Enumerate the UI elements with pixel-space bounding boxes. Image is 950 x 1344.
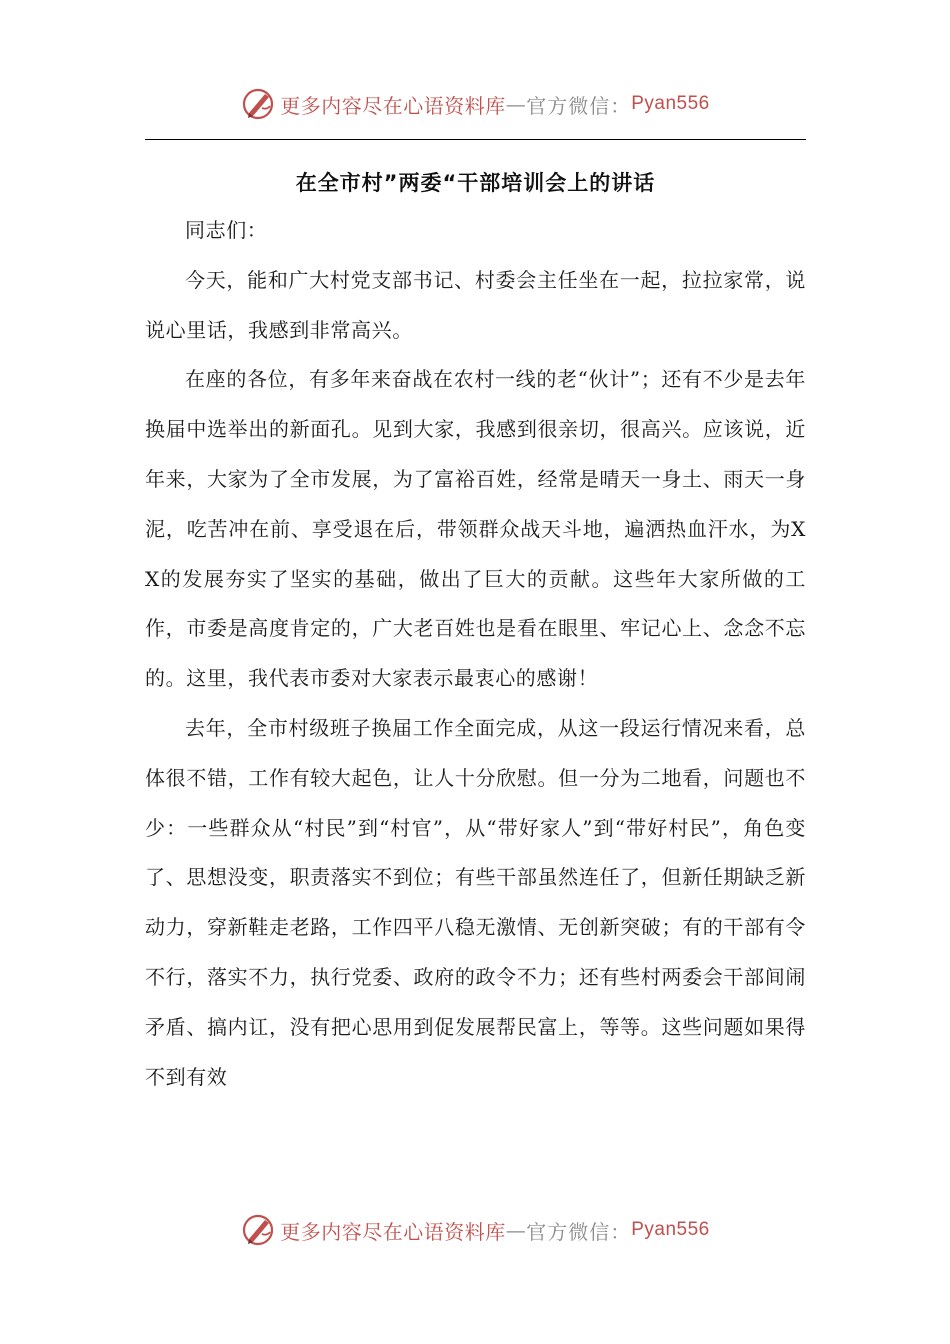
watermark-wechat-id: Pyan556 — [631, 93, 710, 114]
pen-circle-logo-icon — [240, 1212, 276, 1248]
document-title: 在全市村”两委“干部培训会上的讲话 — [295, 171, 656, 195]
pen-circle-logo-icon — [240, 86, 276, 122]
watermark-official-label: 官方微信： — [526, 1219, 632, 1244]
watermark-dash: — — [505, 1218, 527, 1242]
salutation-paragraph: 同志们： — [185, 218, 268, 242]
header-watermark-banner — [0, 82, 950, 126]
body-paragraph: 今天，能和广大村党支部书记、村委会主任坐在一起，拉拉家常，说说心里话，我感到非常高兴。 — [145, 267, 806, 342]
footer-watermark-banner — [0, 1208, 950, 1252]
watermark-brand-text: 更多内容尽在心语资料库 — [280, 1219, 506, 1244]
body-paragraph: 在座的各位，有多年来奋战在农村一线的老“伙计”；还有不少是去年换届中选举出的新面孔。见到大家，我感到很亲切，很高兴。应该说，近年来，大家为了全市发展，为了富裕百姓，经常是晴天一身土、雨天一身泥，吃苦冲在前、享受退在后，带领群众战天斗地，遍洒热血汗水，为XX的发展夯实了坚实的基础，做出了巨大的贡献。这些年大家所做的工作，市委是高度肯定的，广大老百姓也是看在眼里、牢记心上、念念不忘的。这里，我代表市委对大家表示最衷心的感谢！ — [145, 367, 806, 691]
document-body — [145, 206, 806, 1102]
watermark-brand-text: 更多内容尽在心语资料库 — [280, 93, 506, 118]
watermark-dash: — — [505, 92, 527, 116]
body-paragraph: 去年，全市村级班子换届工作全面完成，从这一段运行情况来看，总体很不错，工作有较大起色，让人十分欣慰。但一分为二地看，问题也不少：一些群众从“村民”到“村官”，从“带好家人”到“带好村民”，角色变了、思想没变，职责落实不到位；有些干部虽然连任了，但新任期缺乏新动力，穿新鞋走老路，工作四平八稳无激情、无创新突破；有的干部有令不行，落实不力，执行党委、政府的政令不力；还有些村两委会干部间闹矛盾、搞内讧，没有把心思用到促发展帮民富上，等等。这些问题如果得不到有效 — [145, 715, 806, 1089]
header-divider — [145, 139, 806, 140]
watermark-official-label: 官方微信： — [526, 93, 632, 118]
watermark-wechat-id: Pyan556 — [631, 1219, 710, 1240]
